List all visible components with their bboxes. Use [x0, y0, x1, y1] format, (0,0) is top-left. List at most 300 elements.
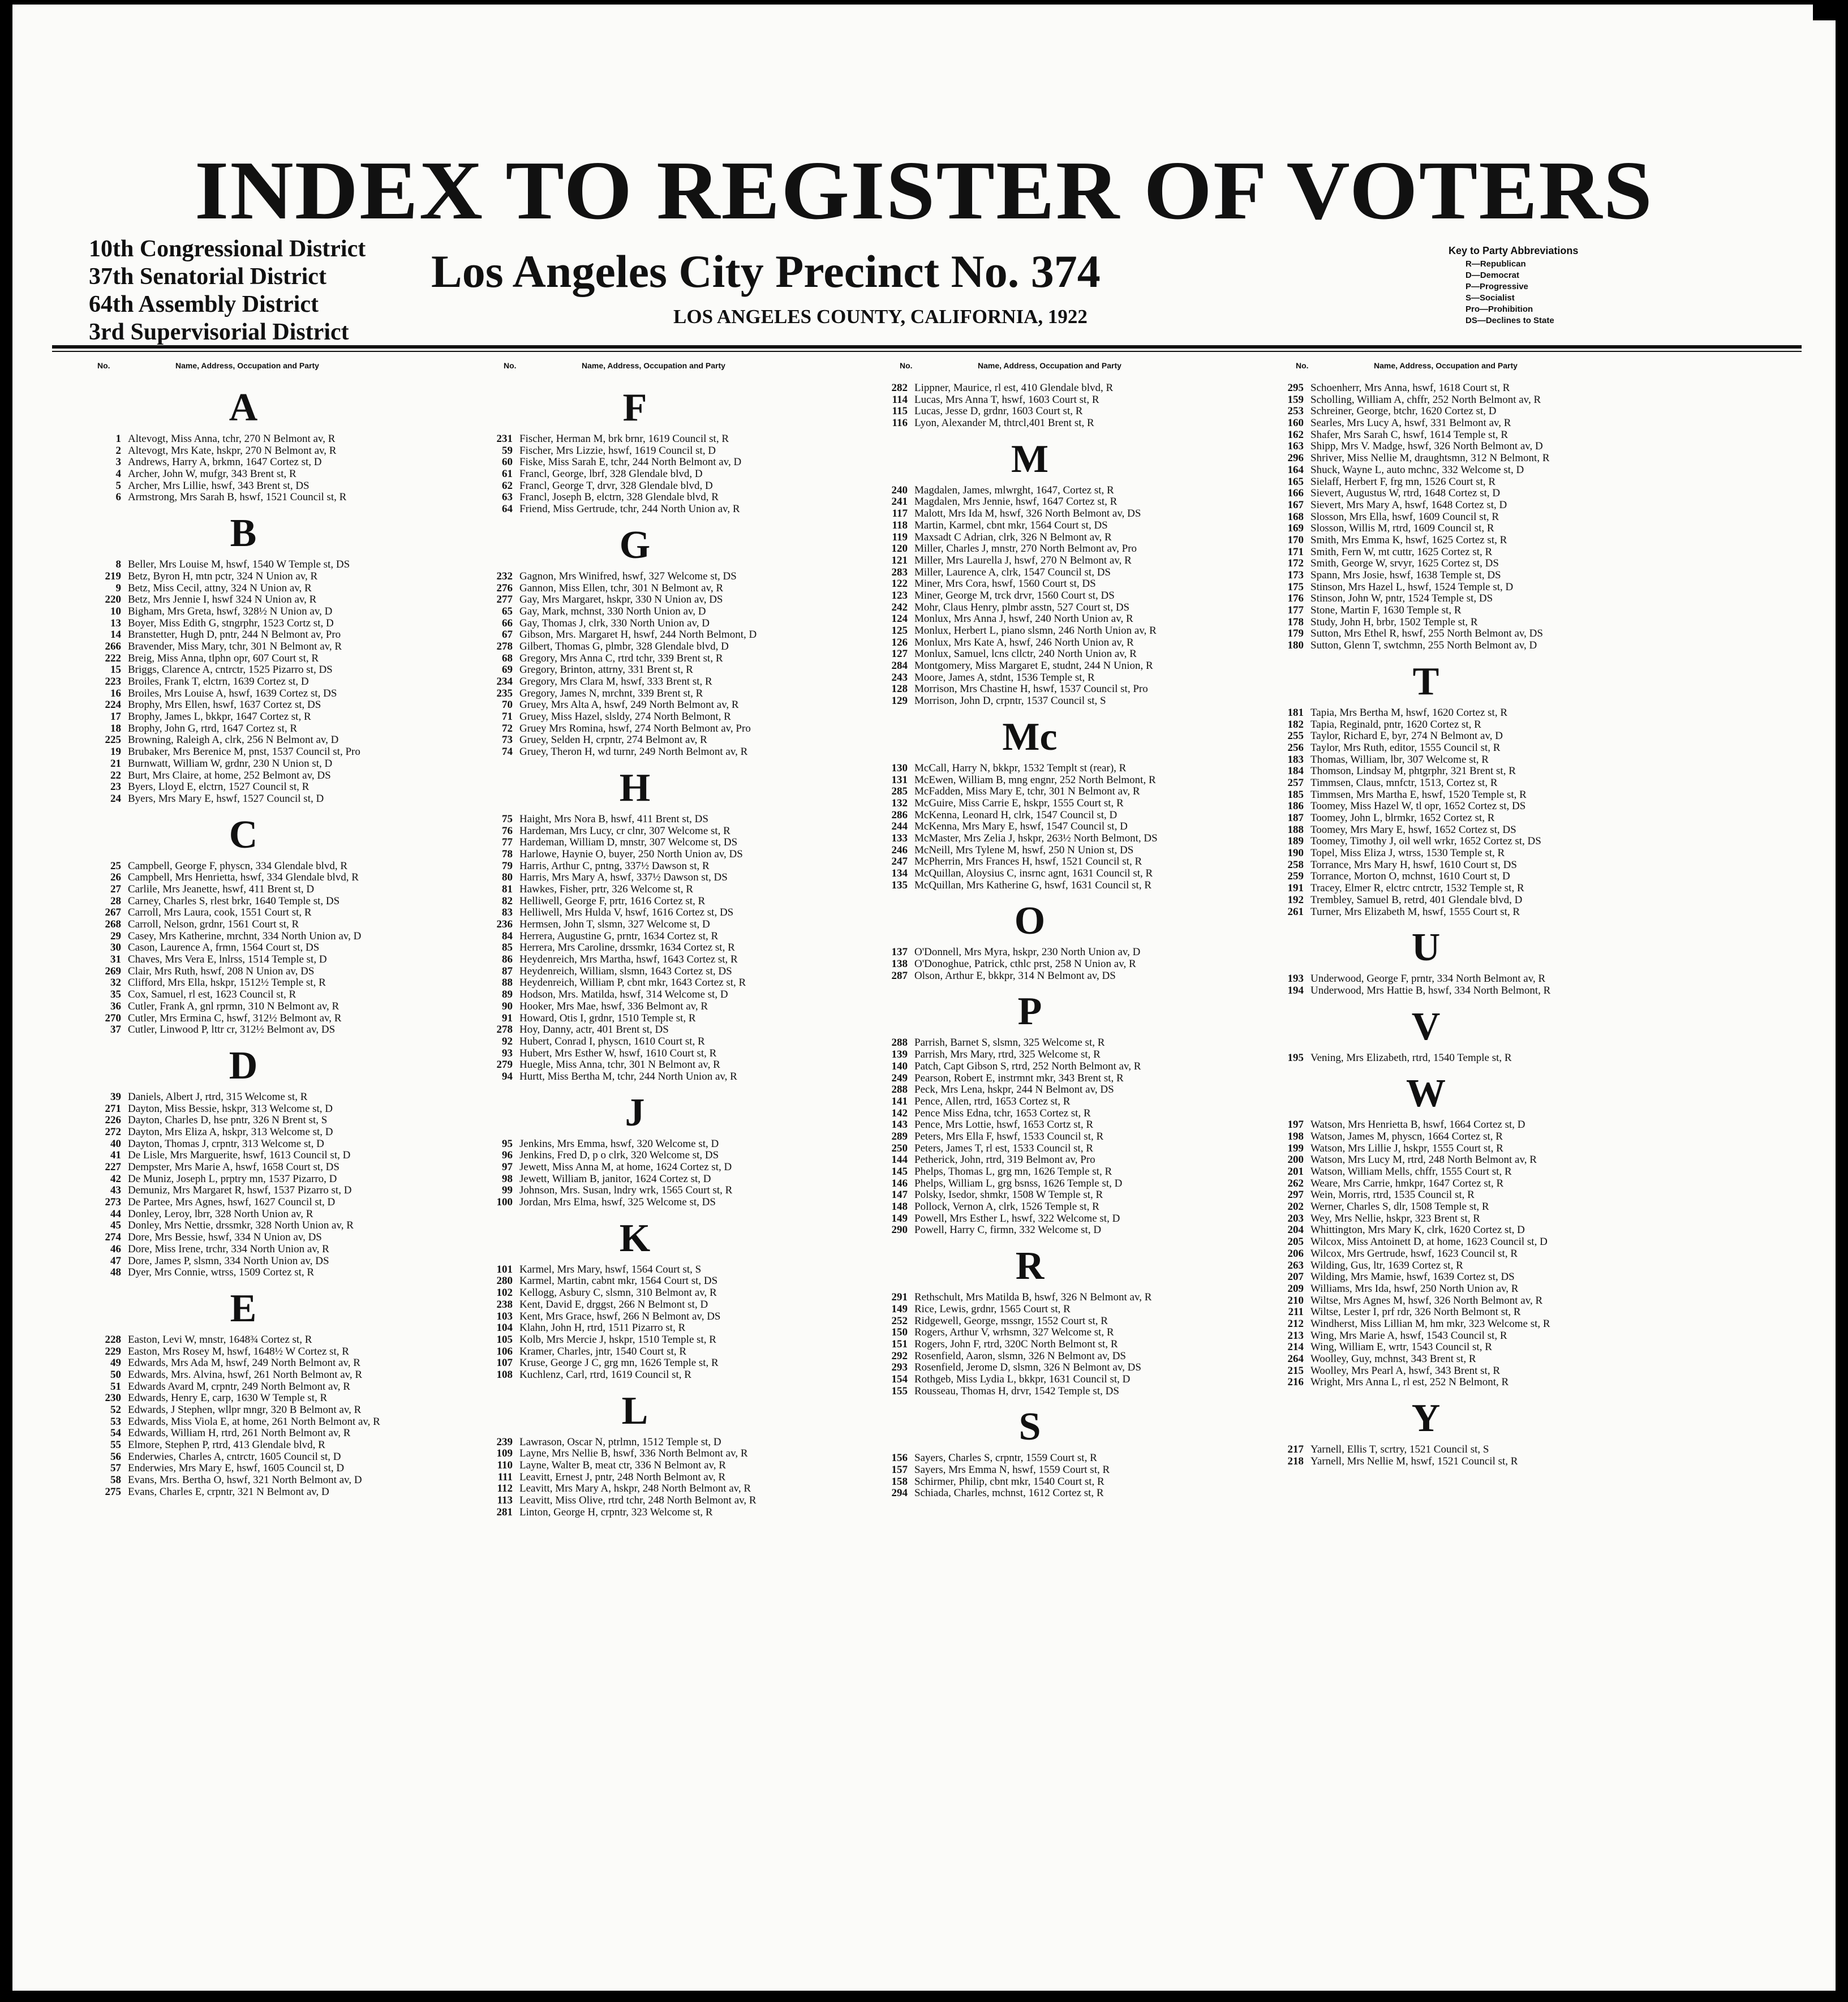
voter-number: 102 [496, 1287, 513, 1299]
voter-entry [1250, 754, 1658, 766]
voter-details: Phelps, William L, grg bsnss, 1626 Temple st, D [914, 1177, 1123, 1189]
voter-details: Searles, Mrs Lucy A, hswf, 331 Belmont av, R [1310, 417, 1511, 429]
voter-details: Watson, William Mells, chffr, 1555 Court st, R [1310, 1166, 1512, 1178]
voter-number: 97 [502, 1161, 513, 1173]
column-header-no: No. [97, 361, 110, 370]
voter-number: 128 [891, 683, 908, 695]
section-letter: E [230, 1286, 257, 1330]
voter-details: McCall, Harry N, bkkpr, 1532 Templt st (rear), R [914, 762, 1127, 774]
voter-number: 268 [105, 918, 121, 930]
voter-details: Kellogg, Asbury C, slsmn, 310 Belmont av, R [519, 1287, 717, 1299]
voter-details: Francl, Joseph B, elctrn, 328 Glendale blvd, R [519, 491, 719, 504]
voter-details: Easton, Mrs Rosey M, hswf, 1648½ W Cortez st, R [128, 1345, 349, 1357]
voter-details: Watson, James M, physcn, 1664 Cortez st, R [1310, 1130, 1503, 1142]
voter-number: 292 [891, 1350, 908, 1362]
voter-details: Casey, Mrs Katherine, mrchnt, 334 North Union av, D [128, 930, 362, 942]
voter-entry [68, 919, 475, 931]
voter-details: Schiada, Charles, mchnst, 1612 Cortez st, R [914, 1487, 1104, 1500]
voter-entry [459, 1322, 867, 1334]
voter-entry [854, 1488, 1262, 1500]
voter-entry [68, 723, 475, 735]
voter-details: Smith, George W, srvyr, 1625 Cortez st, DS [1310, 557, 1499, 570]
voter-number: 272 [105, 1125, 121, 1138]
voter-number: 126 [891, 636, 908, 648]
district-line: 37th Senatorial District [89, 264, 326, 290]
voter-details: Daniels, Albert J, rtrd, 315 Welcome st, R [128, 1090, 308, 1103]
voter-number: 225 [105, 734, 121, 746]
voter-details: Donley, Leroy, lbrr, 328 North Union av, R [128, 1208, 313, 1220]
voter-entry [1250, 488, 1658, 500]
voter-number: 149 [891, 1212, 908, 1225]
voter-number: 8 [115, 559, 121, 571]
voter-number: 293 [891, 1361, 908, 1374]
voter-details: Browning, Raleigh A, clrk, 256 N Belmont av, D [128, 734, 339, 746]
voter-entry [854, 625, 1262, 637]
voter-entry [1250, 1283, 1658, 1295]
voter-entry [459, 445, 867, 457]
voter-entry [854, 485, 1262, 497]
voter-number: 139 [891, 1049, 908, 1061]
voter-details: Hardeman, William D, mnstr, 307 Welcome st, DS [519, 836, 738, 849]
voter-details: Woolley, Guy, mchnst, 343 Brent st, R [1310, 1353, 1476, 1365]
voter-entry [854, 684, 1262, 695]
voter-entry [459, 1299, 867, 1311]
voter-details: Carlile, Mrs Jeanette, hswf, 411 Brent st, D [128, 883, 315, 895]
voter-entry [1250, 789, 1658, 801]
voter-number: 140 [891, 1060, 908, 1072]
voter-entry [459, 1357, 867, 1369]
voter-number: 141 [891, 1095, 908, 1107]
voter-entry [68, 1013, 475, 1025]
voter-details: Wilcox, Miss Antoinett D, at home, 1623 Council st, D [1310, 1236, 1548, 1248]
voter-number: 99 [502, 1184, 513, 1197]
voter-entry [459, 1071, 867, 1083]
voter-number: 227 [105, 1161, 121, 1173]
voter-details: Shipp, Mrs V. Madge, hswf, 326 North Belmont av, D [1310, 440, 1543, 453]
voter-details: Underwood, Mrs Hattie B, hswf, 334 North Belmont, R [1310, 984, 1551, 996]
voter-entry [68, 770, 475, 782]
voter-number: 46 [110, 1243, 121, 1255]
voter-number: 47 [110, 1255, 121, 1267]
voter-details: Timmsen, Mrs Martha E, hswf, 1520 Temple st, R [1310, 788, 1527, 801]
voter-number: 109 [496, 1447, 513, 1460]
column-header-name: Name, Address, Occupation and Party [978, 361, 1121, 370]
voter-number: 53 [110, 1415, 121, 1428]
voter-number: 117 [892, 508, 908, 520]
voter-number: 48 [110, 1266, 121, 1279]
voter-number: 77 [502, 836, 513, 849]
voter-number: 243 [891, 671, 908, 684]
voter-entry [1250, 1119, 1658, 1131]
voter-entry [68, 954, 475, 966]
voter-entry [459, 1460, 867, 1472]
voter-number: 9 [115, 582, 121, 594]
voter-details: Slosson, Mrs Ella, hswf, 1609 Council st, R [1310, 510, 1499, 523]
voter-details: Schirmer, Philip, cbnt mkr, 1540 Court st, R [914, 1475, 1104, 1488]
voter-entry [459, 1197, 867, 1209]
voter-details: Tracey, Elmer R, elctrc cntrctr, 1532 Temple st, R [1310, 882, 1524, 895]
voter-details: Beller, Mrs Louise M, hswf, 1540 W Temple st, DS [128, 559, 350, 571]
voter-entry [1250, 558, 1658, 570]
voter-entry [854, 1362, 1262, 1374]
voter-entry [854, 613, 1262, 625]
voter-details: Olson, Arthur E, bkkpr, 314 N Belmont av, DS [914, 969, 1116, 982]
voter-details: Broiles, Mrs Louise A, hswf, 1639 Cortez st, DS [128, 687, 337, 699]
voter-entry [459, 664, 867, 676]
voter-entry [459, 1275, 867, 1287]
voter-number: 50 [110, 1368, 121, 1381]
voter-entry [459, 1150, 867, 1162]
voter-details: Bravender, Miss Mary, tchr, 301 N Belmont av, R [128, 640, 342, 652]
voter-details: Yarnell, Ellis T, scrtry, 1521 Council st, S [1310, 1443, 1489, 1456]
voter-number: 212 [1287, 1317, 1304, 1330]
voter-column [1250, 383, 1658, 1467]
voter-entry [459, 1162, 867, 1174]
voter-entry [459, 1264, 867, 1276]
voter-entry [459, 746, 867, 758]
voter-number: 178 [1287, 616, 1304, 628]
voter-number: 241 [891, 496, 908, 508]
voter-details: Wright, Mrs Anna L, rl est, 252 N Belmont, R [1310, 1376, 1509, 1389]
voter-number: 209 [1287, 1282, 1304, 1295]
voter-number: 205 [1287, 1236, 1304, 1248]
voter-number: 236 [496, 918, 513, 930]
voter-details: Lucas, Jesse D, grdnr, 1603 Court st, R [914, 405, 1083, 418]
section-letter: G [619, 523, 651, 567]
voter-number: 171 [1287, 545, 1304, 558]
voter-entry [68, 966, 475, 978]
voter-number: 72 [502, 722, 513, 734]
voter-number: 112 [497, 1483, 513, 1495]
voter-entry [854, 1119, 1262, 1131]
voter-details: Howard, Otis I, grdnr, 1510 Temple st, R [519, 1012, 696, 1024]
voter-details: Torrance, Mrs Mary H, hswf, 1610 Court st, DS [1310, 858, 1517, 871]
voter-entry [1250, 742, 1658, 754]
voter-number: 135 [891, 879, 908, 891]
voter-details: Phelps, Thomas L, grg mn, 1626 Temple st, R [914, 1166, 1112, 1178]
voter-entry [1250, 836, 1658, 848]
voter-entry [459, 1174, 867, 1185]
voter-entry [1250, 523, 1658, 535]
voter-details: Jewett, Miss Anna M, at home, 1624 Cortez st, D [519, 1161, 732, 1173]
voter-details: Kolb, Mrs Mercie J, hskpr, 1510 Temple st, R [519, 1333, 716, 1346]
voter-number: 88 [502, 977, 513, 989]
voter-number: 148 [891, 1201, 908, 1213]
voter-entry [459, 1024, 867, 1036]
voter-number: 115 [892, 405, 908, 418]
section-letter: F [622, 386, 647, 429]
voter-details: Karmel, Mrs Mary, hswf, 1564 Court st, S [519, 1263, 702, 1275]
voter-number: 85 [502, 942, 513, 954]
voter-number: 1 [115, 433, 121, 445]
voter-number: 193 [1287, 973, 1304, 985]
voter-details: Montgomery, Miss Margaret E, studnt, 244 N Union, R [914, 660, 1153, 672]
voter-entry [68, 1150, 475, 1162]
voter-entry [459, 688, 867, 700]
voter-number: 104 [496, 1322, 513, 1334]
voter-details: Betz, Mrs Jennie I, hswf 324 N Union av, R [128, 594, 317, 606]
voter-details: Dempster, Mrs Marie A, hswf, 1658 Court st, DS [128, 1161, 339, 1173]
voter-details: Cutler, Mrs Ermina C, hswf, 312½ Belmont av, R [128, 1012, 342, 1024]
voter-details: Dore, James P, slsmn, 334 North Union av, DS [128, 1255, 329, 1267]
voter-entry [854, 637, 1262, 649]
voter-number: 197 [1287, 1119, 1304, 1131]
voter-details: Fischer, Herman M, brk brnr, 1619 Council st, R [519, 433, 729, 445]
voter-number: 187 [1287, 812, 1304, 824]
voter-number: 163 [1287, 440, 1304, 453]
voter-details: McFadden, Miss Mary E, tchr, 301 N Belmont av, R [914, 785, 1140, 798]
voter-entry [854, 1453, 1262, 1464]
voter-details: Shriver, Miss Nellie M, draughtsmn, 312 N Belmont, R [1310, 452, 1550, 465]
party-key-item: P—Progressive [1465, 282, 1528, 291]
voter-details: Altevogt, Miss Anna, tchr, 270 N Belmont av, R [128, 433, 336, 445]
voter-details: Herrera, Augustine G, prntr, 1634 Cortez st, R [519, 930, 719, 942]
voter-entry [459, 814, 867, 826]
voter-number: 5 [115, 479, 121, 492]
voter-entry [459, 989, 867, 1001]
voter-number: 185 [1287, 788, 1304, 801]
voter-entry [459, 433, 867, 445]
voter-details: O'Donnell, Mrs Myra, hskpr, 230 North Union av, D [914, 946, 1141, 959]
voter-details: Timmsen, Claus, mnfctr, 1513, Cortez st, R [1310, 776, 1498, 789]
voter-number: 189 [1287, 835, 1304, 848]
voter-details: Morrison, Mrs Chastine H, hswf, 1537 Council st, Pro [914, 683, 1148, 695]
voter-entry [854, 1386, 1262, 1398]
voter-details: Lucas, Mrs Anna T, hswf, 1603 Court st, R [914, 393, 1099, 406]
voter-entry [68, 931, 475, 943]
voter-entry [854, 508, 1262, 520]
voter-entry [1250, 500, 1658, 512]
voter-number: 68 [502, 652, 513, 664]
voter-details: Watson, Mrs Lillie J, hskpr, 1555 Court st, R [1310, 1142, 1503, 1154]
voter-number: 198 [1287, 1130, 1304, 1142]
section-letter: L [621, 1389, 648, 1433]
voter-details: Jewett, William B, janitor, 1624 Cortez st, D [519, 1172, 711, 1185]
voter-details: Miller, Laurence A, clrk, 1547 Council st, DS [914, 566, 1111, 578]
voter-entry [68, 1463, 475, 1475]
voter-details: Clair, Mrs Ruth, hswf, 208 N Union av, DS [128, 965, 315, 977]
voter-details: Kruse, George J C, grg mn, 1626 Temple st, R [519, 1357, 719, 1369]
column-header-no: No. [1296, 361, 1309, 370]
voter-details: Rethschult, Mrs Matilda B, hswf, 326 N Belmont av, R [914, 1291, 1152, 1304]
voter-entry [1250, 512, 1658, 523]
voter-details: Sielaff, Herbert F, frg mn, 1526 Court st, R [1310, 475, 1496, 488]
section-letter: W [1406, 1072, 1446, 1116]
voter-entry [459, 676, 867, 688]
voter-number: 108 [496, 1368, 513, 1381]
voter-entry [459, 837, 867, 849]
voter-entry [1250, 1271, 1658, 1283]
voter-number: 138 [891, 958, 908, 970]
voter-details: Wing, Mrs Marie A, hswf, 1543 Council st, R [1310, 1329, 1507, 1342]
voter-details: Scholling, William A, chffr, 252 North Belmont av, R [1310, 393, 1541, 406]
voter-number: 296 [1287, 452, 1304, 465]
voter-number: 252 [891, 1314, 908, 1327]
voter-entry [854, 786, 1262, 798]
voter-entry [1250, 1248, 1658, 1260]
voter-number: 66 [502, 617, 513, 629]
column-header-name: Name, Address, Occupation and Party [175, 361, 319, 370]
voter-number: 36 [110, 1000, 121, 1012]
voter-details: McEwen, William B, mng engnr, 252 North Belmont, R [914, 774, 1156, 786]
voter-details: Moore, James A, stdnt, 1536 Temple st, R [914, 671, 1095, 684]
voter-details: Gannon, Miss Ellen, tchr, 301 N Belmont av, R [519, 582, 724, 594]
voter-details: Wein, Morris, rtrd, 1535 Council st, R [1310, 1189, 1475, 1201]
voter-entry [1250, 394, 1658, 406]
voter-details: Cox, Samuel, rl est, 1623 Council st, R [128, 989, 296, 1001]
voter-details: Briggs, Clarence A, cntrctr, 1525 Pizarro st, DS [128, 664, 333, 676]
district-line: 64th Assembly District [89, 291, 319, 317]
voter-details: McGuire, Miss Carrie E, hskpr, 1555 Court st, R [914, 797, 1124, 809]
voter-details: Toomey, Timothy J, oil well wrkr, 1652 Cortez st, DS [1310, 835, 1541, 848]
voter-number: 89 [502, 989, 513, 1001]
voter-number: 275 [105, 1485, 121, 1498]
voter-details: Enderwies, Mrs Mary E, hswf, 1605 Council st, D [128, 1462, 345, 1475]
voter-number: 75 [502, 813, 513, 825]
voter-details: Parrish, Mrs Mary, rtrd, 325 Welcome st, R [914, 1049, 1101, 1061]
voter-entry [1250, 1143, 1658, 1155]
voter-number: 58 [110, 1474, 121, 1487]
voter-details: Cutler, Linwood P, lttr cr, 312½ Belmont av, DS [128, 1024, 336, 1036]
voter-number: 284 [891, 660, 908, 672]
voter-entry [854, 798, 1262, 810]
voter-entry [1250, 640, 1658, 652]
voter-details: Stinson, Mrs Hazel L, hswf, 1524 Temple st, D [1310, 581, 1514, 593]
voter-number: 61 [502, 468, 513, 480]
voter-details: Harlowe, Haynie O, buyer, 250 North Union av, DS [519, 848, 743, 860]
voter-number: 289 [891, 1130, 908, 1142]
voter-details: Huegle, Miss Anna, tchr, 301 N Belmont av, R [519, 1059, 720, 1071]
voter-entry [854, 1374, 1262, 1386]
voter-entry [68, 1232, 475, 1244]
voter-entry [459, 606, 867, 618]
voter-details: Toomey, Mrs Mary E, hswf, 1652 Cortez st, DS [1310, 823, 1516, 836]
voter-details: Gruey, Mrs Alta A, hswf, 249 North Belmont av, R [519, 699, 739, 711]
district-list [89, 235, 366, 346]
voter-entry [1250, 465, 1658, 476]
voter-entry [1250, 883, 1658, 895]
voter-entry [854, 1143, 1262, 1155]
voter-entry [854, 1316, 1262, 1327]
voter-entry [68, 1209, 475, 1221]
voter-number: 83 [502, 907, 513, 919]
voter-number: 264 [1287, 1353, 1304, 1365]
voter-number: 204 [1287, 1224, 1304, 1236]
voter-entry [1250, 731, 1658, 742]
voter-entry [854, 660, 1262, 672]
voter-number: 27 [110, 883, 121, 895]
voter-entry [459, 849, 867, 861]
voter-number: 234 [496, 676, 513, 688]
voter-details: Maxsadt C Adrian, clrk, 326 N Belmont av, R [914, 531, 1112, 543]
voter-number: 194 [1287, 984, 1304, 996]
voter-entry [854, 868, 1262, 880]
voter-number: 71 [502, 711, 513, 723]
voter-number: 271 [105, 1102, 121, 1115]
voter-details: Brubaker, Mrs Berenice M, pnst, 1537 Council st, Pro [128, 746, 360, 758]
voter-number: 262 [1287, 1177, 1304, 1189]
voter-number: 49 [110, 1357, 121, 1369]
voter-details: Kramer, Charles, jntr, 1540 Court st, R [519, 1345, 687, 1357]
voter-details: Ridgewell, George, mssngr, 1552 Court st, R [914, 1314, 1108, 1327]
section-letter: H [619, 766, 651, 810]
voter-details: Burnwatt, William W, grdnr, 230 N Union st, D [128, 757, 333, 770]
voter-details: Martin, Karmel, cbnt mkr, 1564 Court st, DS [914, 519, 1108, 531]
section-letter: M [1011, 437, 1049, 481]
voter-details: Leavitt, Mrs Mary A, hskpr, 248 North Belmont av, R [519, 1483, 751, 1495]
voter-number: 240 [891, 484, 908, 496]
voter-details: McQuillan, Mrs Katherine G, hswf, 1631 Council st, R [914, 879, 1152, 891]
voter-number: 129 [891, 695, 908, 707]
voter-number: 131 [891, 774, 908, 786]
voter-details: Burt, Mrs Claire, at home, 252 Belmont av, DS [128, 769, 331, 781]
voter-number: 270 [105, 1012, 121, 1024]
voter-number: 43 [110, 1184, 121, 1197]
voter-number: 173 [1287, 569, 1304, 581]
voter-number: 168 [1287, 510, 1304, 523]
voter-number: 278 [496, 1024, 513, 1036]
voter-entry [459, 1287, 867, 1299]
voter-number: 16 [110, 687, 121, 699]
voter-number: 235 [496, 687, 513, 699]
voter-entry [68, 445, 475, 457]
voter-entry [68, 1024, 475, 1036]
voter-number: 156 [891, 1452, 908, 1464]
voter-number: 82 [502, 895, 513, 907]
voter-entry [459, 1334, 867, 1346]
voter-entry [68, 1369, 475, 1381]
voter-column [459, 378, 867, 1518]
voter-details: Stinson, John W, pntr, 1524 Temple st, DS [1310, 592, 1493, 605]
voter-entry [854, 1351, 1262, 1363]
voter-details: Chaves, Mrs Vera E, lnlrss, 1514 Temple st, D [128, 953, 327, 966]
voter-entry [68, 872, 475, 884]
voter-number: 158 [891, 1475, 908, 1488]
voter-number: 267 [105, 907, 121, 919]
voter-number: 55 [110, 1439, 121, 1451]
voter-details: Peters, Mrs Ella F, hswf, 1533 Council st, R [914, 1130, 1104, 1142]
voter-number: 224 [105, 699, 121, 711]
voter-number: 250 [891, 1142, 908, 1154]
voter-entry [1250, 429, 1658, 441]
voter-number: 15 [110, 664, 121, 676]
voter-entry [68, 594, 475, 606]
voter-details: Helliwell, George F, prtr, 1616 Cortez st, R [519, 895, 706, 907]
voter-number: 261 [1287, 905, 1304, 918]
voter-entry [1250, 707, 1658, 719]
voter-entry [459, 942, 867, 954]
voter-number: 123 [891, 589, 908, 602]
voter-entry [459, 1483, 867, 1495]
corner-mark [1813, 5, 1836, 20]
section-letter: Mc [1002, 715, 1058, 759]
precinct-heading: Los Angeles City Precinct No. 374 [431, 246, 1101, 297]
voter-details: Gilbert, Thomas G, plmbr, 328 Glendale blvd, D [519, 640, 729, 652]
voter-details: Polsky, Isedor, shmkr, 1508 W Temple st, R [914, 1189, 1103, 1201]
voter-details: Harris, Mrs Mary A, hswf, 337½ Dawson st, DS [519, 871, 728, 884]
page-title: INDEX TO REGISTER OF VOTERS [194, 144, 1654, 237]
voter-details: Dore, Miss Irene, trchr, 334 North Union av, R [128, 1243, 329, 1255]
section-letter: A [229, 386, 258, 429]
voter-details: Branstetter, Hugh D, pntr, 244 N Belmont av, Pro [128, 629, 341, 641]
voter-entry [1250, 973, 1658, 985]
voter-number: 86 [502, 953, 513, 966]
voter-number: 57 [110, 1462, 121, 1475]
voter-details: Hawkes, Fisher, prtr, 326 Welcome st, R [519, 883, 693, 895]
voter-details: Leavitt, Miss Olive, rtrd tchr, 248 North Belmont av, R [519, 1494, 757, 1507]
voter-number: 116 [892, 417, 908, 429]
voter-entry [68, 989, 475, 1001]
